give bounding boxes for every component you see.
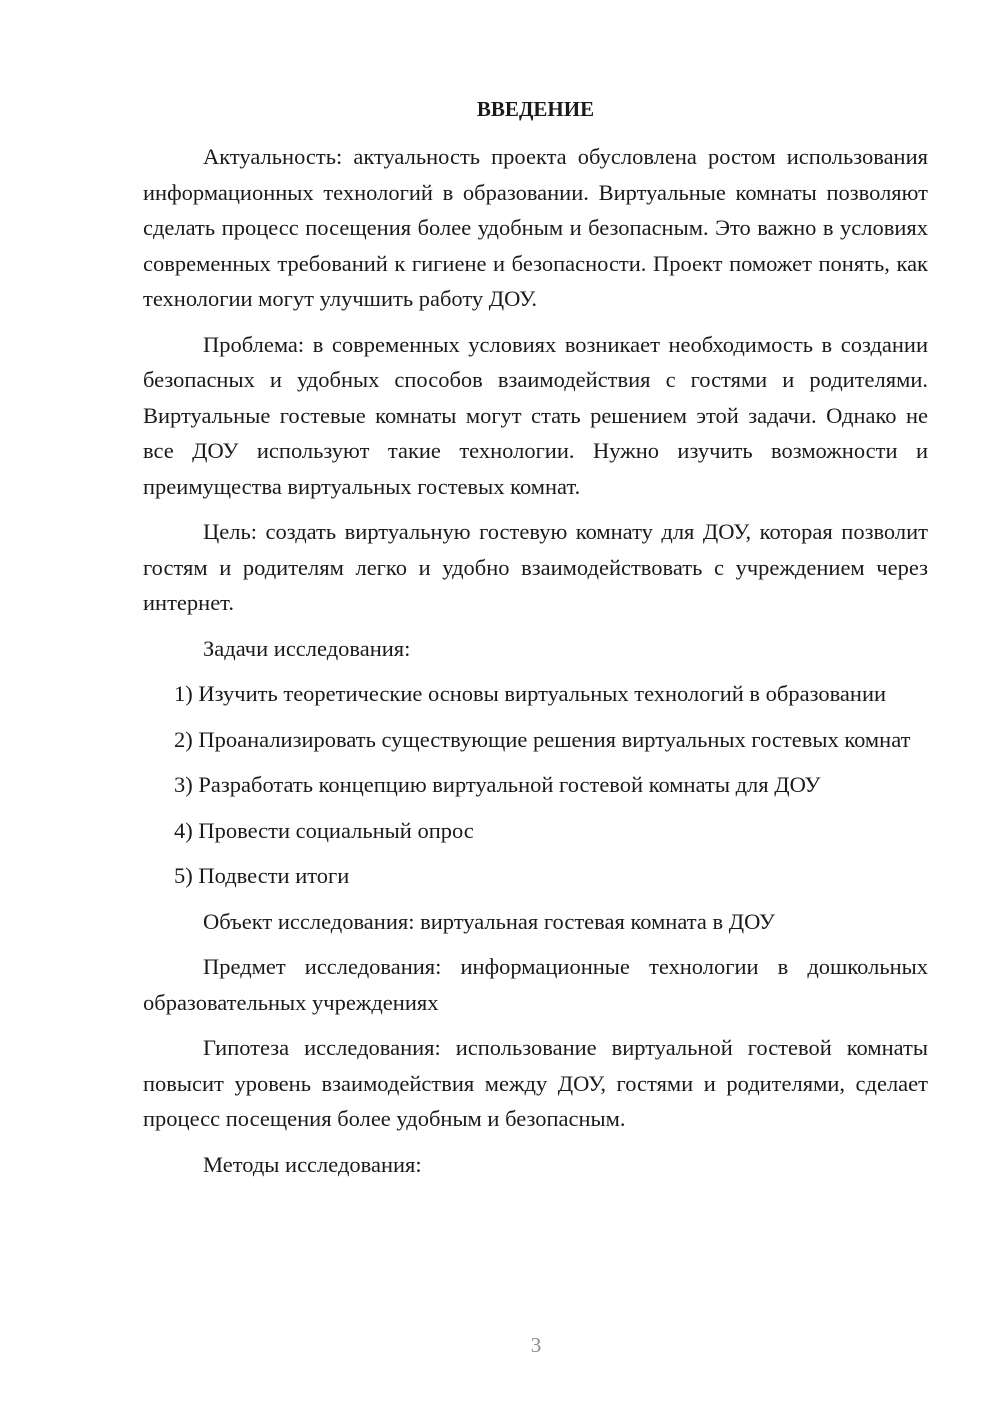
goal-paragraph: Цель: создать виртуальную гостевую комнату для ДОУ, которая позволит гостям и родителям легко и удобно взаимодействовать с учреждением через интернет. xyxy=(143,519,928,615)
task-item-3: 3) Разработать концепцию виртуальной гостевой комнаты для ДОУ xyxy=(174,772,821,797)
problem-paragraph: Проблема: в современных условиях возникает необходимость в создании безопасных и удобных способов взаимодействия с гостями и родителями. Виртуальные гостевые комнаты могут стать решением этой задачи. Однако не все ДОУ используют такие технологии. Нужно изучить возможности и преимущества виртуальных гостевых комнат. xyxy=(143,331,928,499)
task-item-1: 1) Изучить теоретические основы виртуальных технологий в образовании xyxy=(174,681,887,706)
page-number: 3 xyxy=(530,1333,542,1357)
object-paragraph: Объект исследования: виртуальная гостевая комната в ДОУ xyxy=(203,908,775,934)
methods-heading: Методы исследования: xyxy=(203,1151,422,1177)
task-item-4: 4) Провести социальный опрос xyxy=(174,817,474,843)
subject-paragraph: Предмет исследования: информационные технологии в дошкольных образовательных учреждениях xyxy=(143,954,928,1015)
task-item-5: 5) Подвести итоги xyxy=(174,863,350,888)
hypothesis-paragraph: Гипотеза исследования: использование виртуальной гостевой комнаты повысит уровень взаимодействия между ДОУ, гостями и родителями, сделает процесс посещения более удобным и безопасным. xyxy=(143,1035,928,1131)
tasks-heading: Задачи исследования: xyxy=(203,635,411,661)
relevance-paragraph: Актуальность: актуальность проекта обусловлена ростом использования информационных технологий в образовании. Виртуальные комнаты позволяют сделать процесс посещения более удобным и безопасным. Это важно в условиях современных требований к гигиене и безопасности. Проект поможет понять, как технологии могут улучшить работу ДОУ. xyxy=(143,144,928,311)
page-content xyxy=(143,92,928,1192)
task-item-2: 2) Проанализировать существующие решения виртуальных гостевых комнат xyxy=(174,726,911,752)
section-title: ВВЕДЕНИЕ xyxy=(476,97,595,121)
